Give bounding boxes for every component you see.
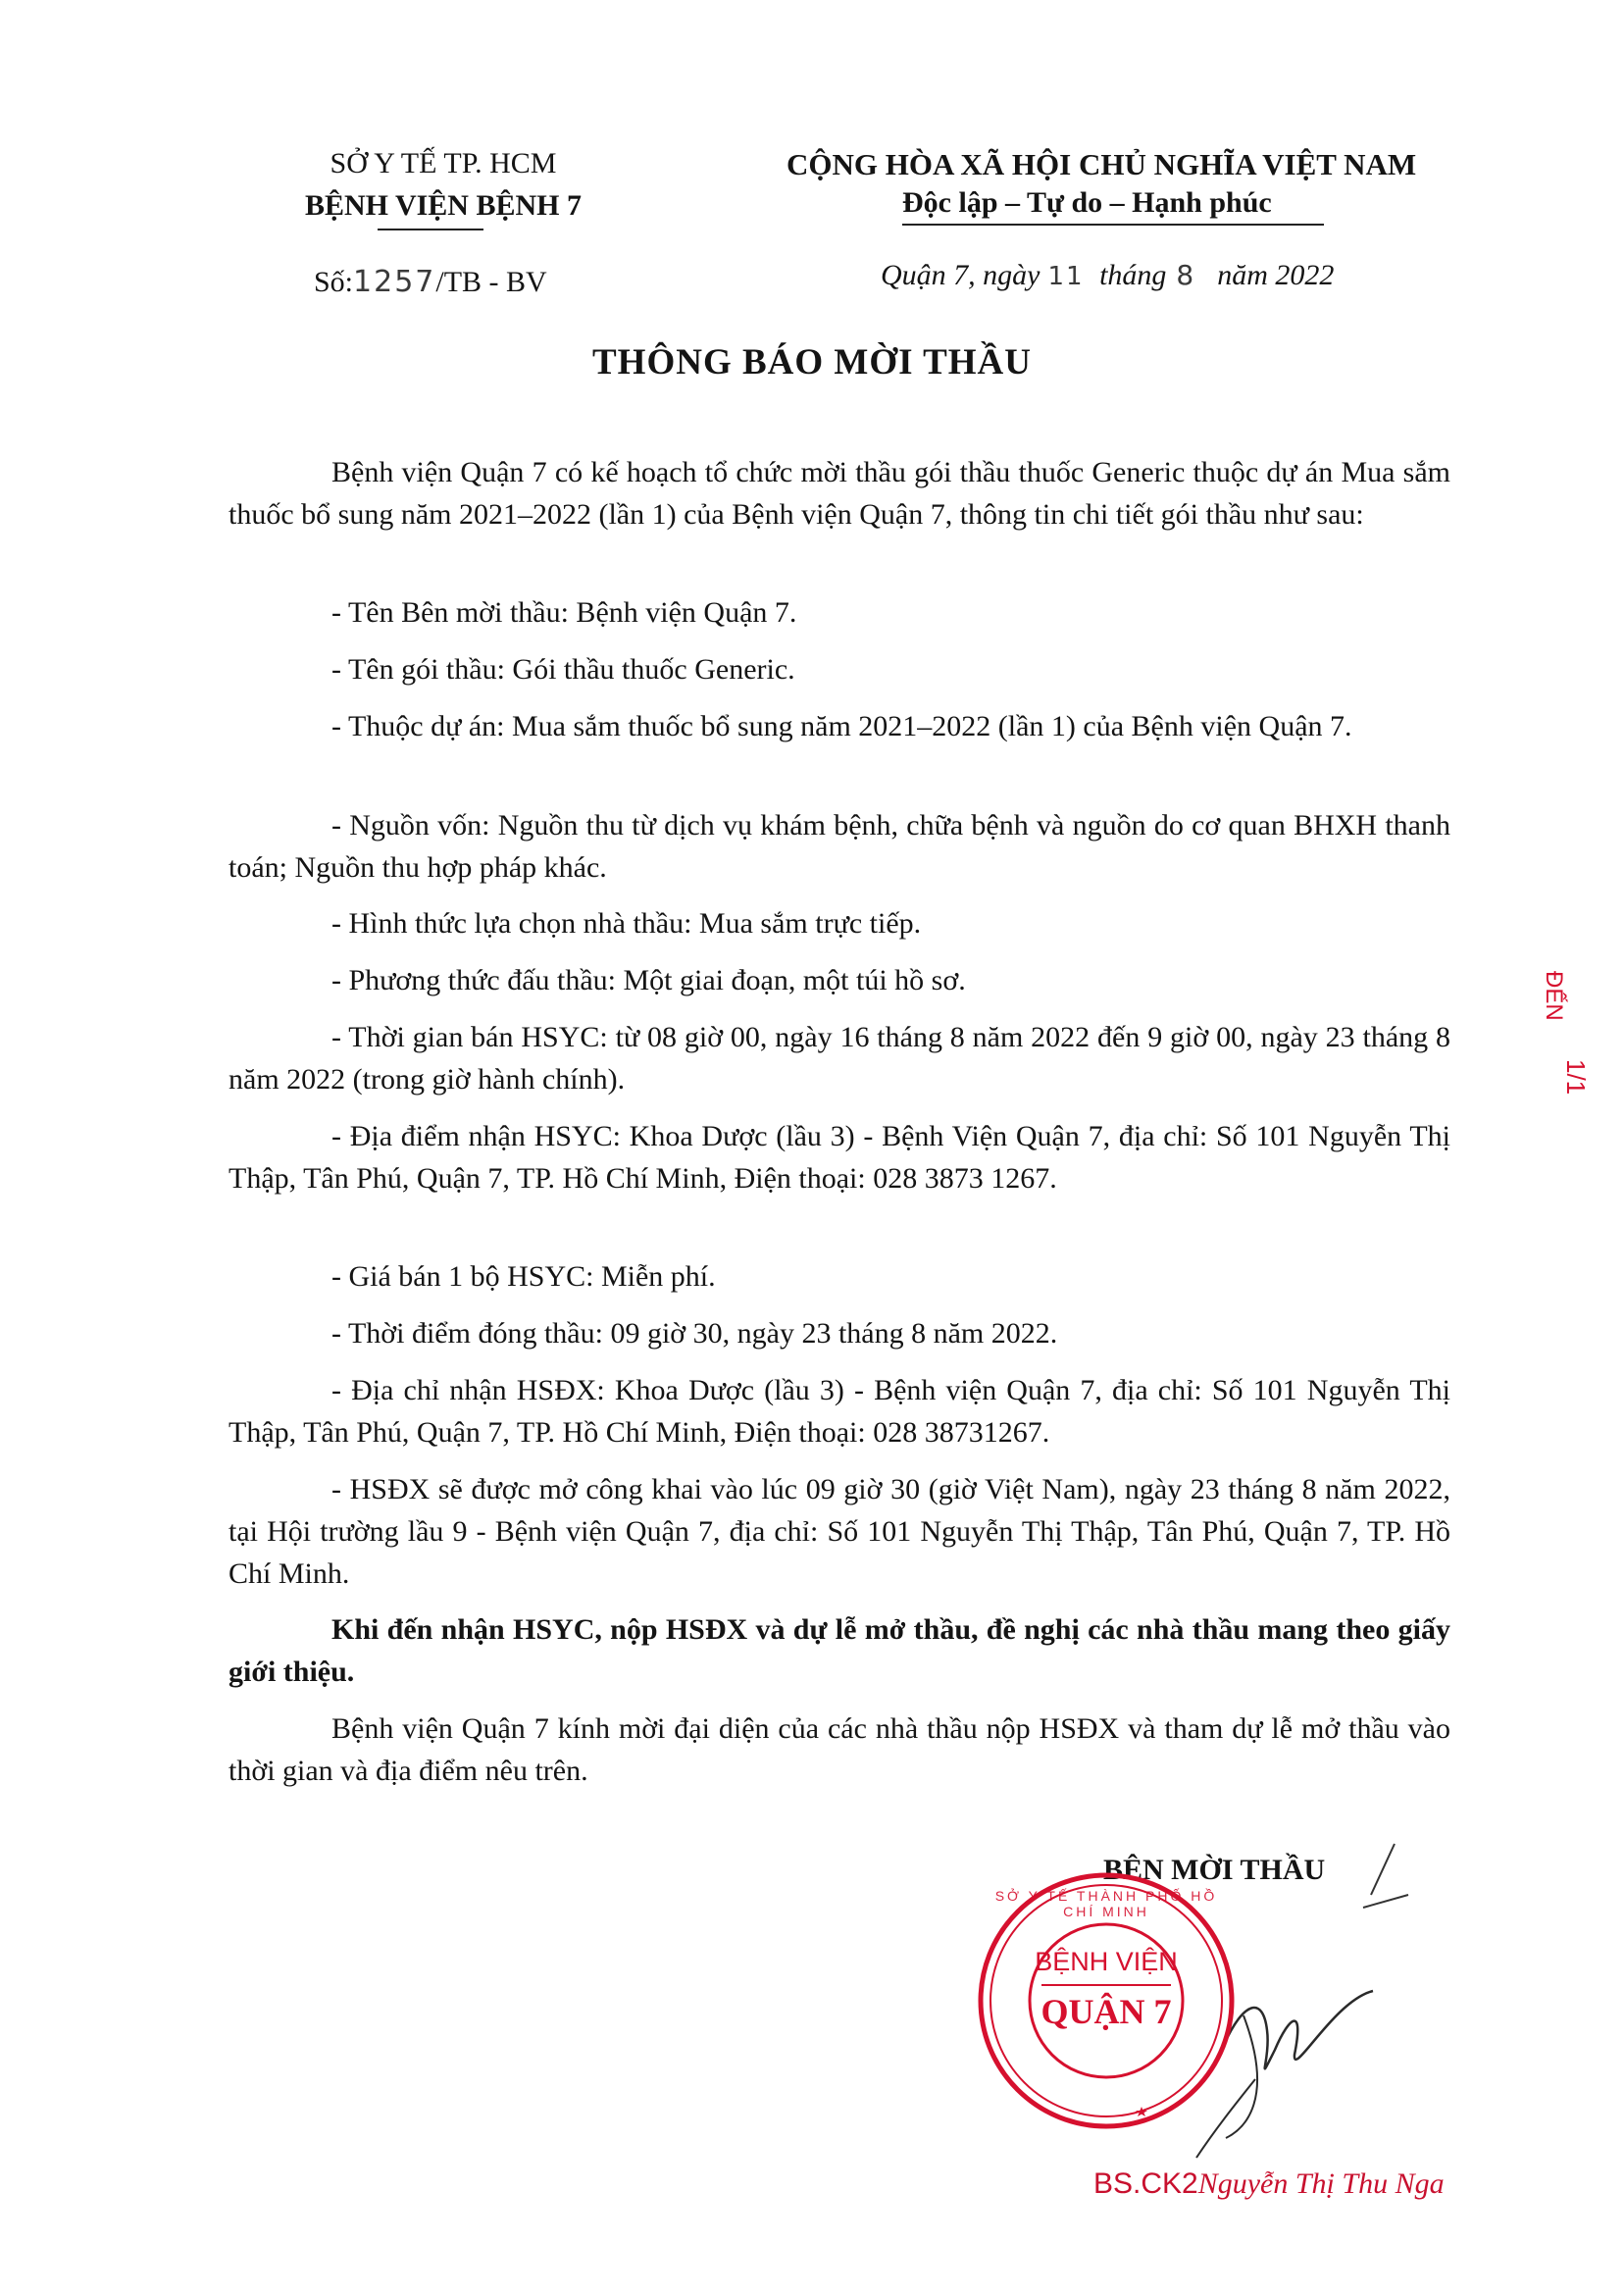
paragraph-closing-time: - Thời điểm đóng thầu: 09 giờ 30, ngày 23 tháng 8 năm 2022. [331,1317,1058,1350]
paragraph-project: - Thuộc dự án: Mua sắm thuốc bổ sung năm 2021–2022 (lần 1) của Bệnh viện Quận 7. [331,710,1352,742]
signature-stroke [1226,2015,1257,2138]
paragraph-bidder: - Tên Bên mời thầu: Bệnh viện Quận 7. [331,596,797,629]
stamp-center-line2: QUẬN 7 [1040,1992,1172,2031]
tick-underline [1363,1895,1408,1908]
doc-number-handwritten: 1257 [353,265,436,299]
margin-received-mark: 1/1 [1561,1059,1591,1096]
paragraph-sale-time: - Thời gian bán HSYC: từ 08 giờ 00, ngày 16 tháng 8 năm 2022 đến 9 giờ 00, ngày 23 tháng 8 năm 2022 (trong giờ hành chính). [228,1021,1450,1096]
signer-name: BS.CK2Nguyễn Thị Thu Nga [1093,2167,1445,2200]
document-date: Quận 7, ngày 11 tháng 8 năm 2022 [881,259,1335,291]
paragraph-intro: Bệnh viện Quận 7 có kế hoạch tổ chức mời thầu gói thầu thuốc Generic thuộc dự án Mua sắm thuốc bổ sung năm 2021–2022 (lần 1) của Bệnh viện Quận 7, thông tin chi tiết gói thầu như sau: [228,456,1450,531]
tick-mark [1371,1844,1395,1895]
stamp-ring-text: SỞ Y TẾ THÀNH PHỐ HỒ CHÍ MINH [994,1888,1218,1919]
paragraph-package: - Tên gói thầu: Gói thầu thuốc Generic. [331,653,795,686]
agency-name: SỞ Y TẾ TP. HCM [330,147,557,179]
paragraph-selection-method: - Hình thức lựa chọn nhà thầu: Mua sắm trực tiếp. [331,907,922,940]
country-title: CỘNG HÒA XÃ HỘI CHỦ NGHĨA VIỆT NAM [787,147,1417,181]
document-number: Số:1257/TB - BV [314,265,547,299]
paragraph-receive-location: - Địa điểm nhận HSYC: Khoa Dược (lầu 3) - Bệnh Viện Quận 7, địa chỉ: Số 101 Nguyễn Thị Thập, Tân Phú, Quận 7, TP. Hồ Chí Minh, Điện thoại: 028 3873 1267. [228,1120,1450,1195]
hospital-name: BỆNH VIỆN BỆNH 7 [304,189,582,222]
paragraph-price: - Giá bán 1 bộ HSYC: Miễn phí. [331,1260,716,1293]
paragraph-invitation: Bệnh viện Quận 7 kính mời đại diện của các nhà thầu nộp HSĐX và tham dự lễ mở thầu vào thời gian và địa điểm nêu trên. [228,1712,1450,1787]
paragraph-proposal-address: - Địa chỉ nhận HSĐX: Khoa Dược (lầu 3) - Bệnh viện Quận 7, địa chỉ: Số 101 Nguyễn Thị Thập, Tân Phú, Quận 7, TP. Hồ Chí Minh, Điện thoại: 028 38731267. [228,1374,1450,1449]
signer-name-handwritten: Nguyễn Thị Thu Nga [1197,2167,1445,2200]
date-month-handwritten: 8 [1176,259,1196,291]
paragraph-opening: - HSĐX sẽ được mở công khai vào lúc 09 giờ 30 (giờ Việt Nam), ngày 23 tháng 8 năm 2022, tại Hội trường lầu 9 - Bệnh viện Quận 7, địa chỉ: Số 101 Nguyễn Thị Thập, Tân Phú, Quận 7, TP. Hồ Chí Minh. [228,1473,1450,1590]
motto: Độc lập – Tự do – Hạnh phúc [902,186,1272,219]
paragraph-notice: Khi đến nhận HSYC, nộp HSĐX và dự lễ mở thầu, đề nghị các nhà thầu mang theo giấy giới thiệu. [228,1613,1450,1688]
signature-role: BÊN MỜI THẦU [1103,1854,1326,1886]
paragraph-funding: - Nguồn vốn: Nguồn thu từ dịch vụ khám bệnh, chữa bệnh và nguồn do cơ quan BHXH thanh toán; Nguồn thu hợp pháp khác. [228,809,1450,884]
stamp-center-line1: BỆNH VIỆN [1035,1947,1178,1976]
signature-scribble [1224,1991,1373,2068]
paragraph-bidding-method: - Phương thức đấu thầu: Một giai đoạn, một túi hồ sơ. [331,964,966,996]
document-title: THÔNG BÁO MỜI THẦU [592,342,1032,382]
margin-received-stamp: ĐẾN [1541,971,1567,1021]
date-day-handwritten: 11 [1047,262,1085,291]
